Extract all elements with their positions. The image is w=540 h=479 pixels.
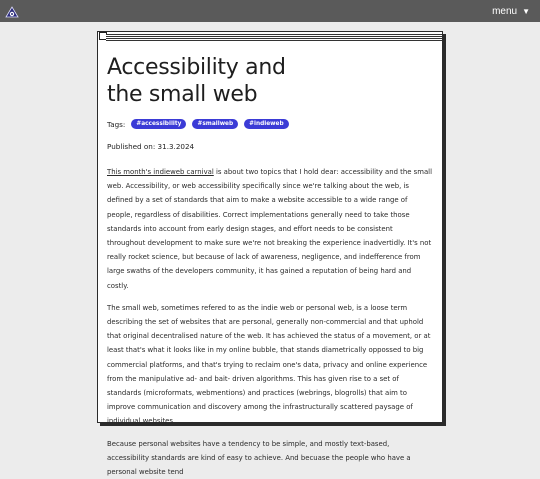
article-content [107,54,433,479]
tag-indieweb[interactable]: #indieweb [244,119,288,129]
indieweb-carnival-link[interactable]: This month's indieweb carnival [107,168,214,176]
tag-accessibility[interactable]: #accessibility [131,119,186,129]
menu-button[interactable] [492,6,530,17]
published-date: Published on: 31.3.2024 [107,142,195,151]
paragraph-1 [107,165,433,293]
paragraph-1-text: is about two topics that I hold dear: accessibility and the small web. Accessibility, or web accessibility specifically since we're talking about the web, is defined by a set of standards that aim to make a website accessible to a wide range of people, regardless of disabilities. Correct implementations generally need to take those standards into account from early design stages, and effort needs to be consistent throughout development to make sure we're not breaking the experience inadvertidly. It's not really rocket science, but because of lack of awareness, negligence, and indefference from large swaths of the developers community, it has gained a reputation of being hard and costly. [107,168,433,290]
menu-label: menu [492,5,518,17]
tag-smallweb[interactable]: #smallweb [192,119,238,129]
title-bar-stripes [106,34,442,41]
title-line-1: Accessibility and [107,55,286,80]
tags-label: Tags: [107,119,126,129]
caret-down-icon: ▼ [522,6,530,16]
paragraph-2: The small web, sometimes refered to as the indie web or personal web, is a loose term describing the set of websites that are personal, generally non-commercial and that uphold that original decentralised nature of the web. It has achieved the status of a movement, or at least that's what it looks like in my online bubble, that stands diametrically oppossed to big commercial platforms, and that's trying to reclaim one's data, privacy and online experience from the manipulative ad- and bait- driven algorithms. This has given rise to a set of standards (microformats, webmentions) and practices (webrings, blogrolls) that aim to improve communication and discovery among the infrastructurally scattered paysage of individual websites. [107,303,431,426]
article-card [97,31,443,477]
title-line-2: the small web [107,82,258,107]
tag-list [107,119,433,129]
paragraph-3: Because personal websites have a tendency to be simple, and mostly text-based, accessibility standards are kind of easy to achieve. And becuase the people who have a personal website tend [107,439,411,477]
top-navigation-bar [0,0,540,22]
site-logo-icon[interactable] [4,4,20,18]
page-title [107,54,433,108]
